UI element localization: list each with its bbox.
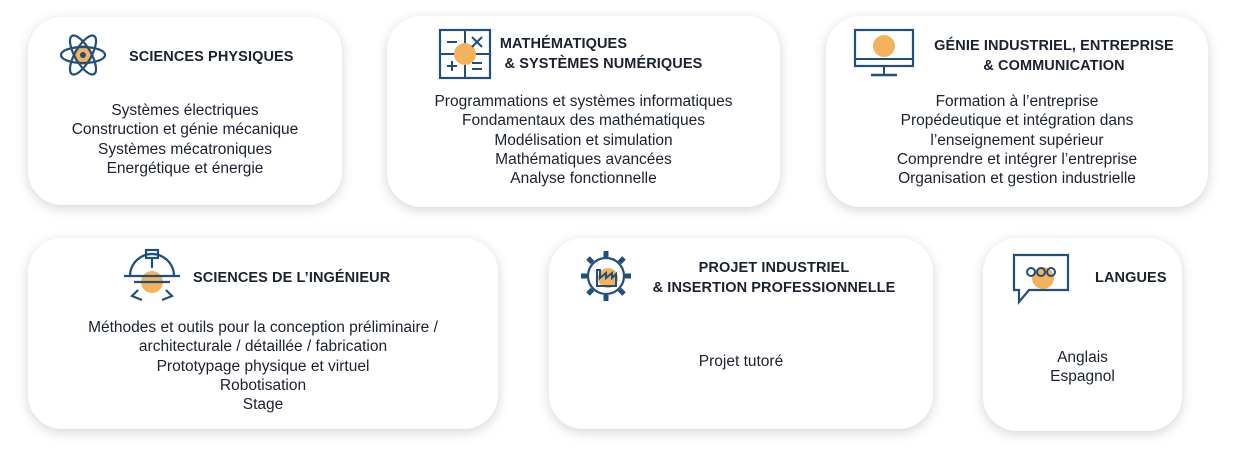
subject-item: Fondamentaux des mathématiques: [462, 112, 705, 130]
computer-monitor-icon: [853, 28, 915, 80]
subject-item: Espagnol: [1050, 368, 1115, 386]
card-title: SCIENCES PHYSIQUES: [129, 49, 294, 65]
subject-item: architecturale / détaillée / fabrication: [138, 338, 388, 356]
course-card-sciences-physiques: [28, 17, 342, 205]
subject-list: [387, 92, 780, 188]
engineer-helmet-icon: [120, 246, 184, 304]
subject-item: Méthodes et outils pour la conception préliminaire /: [88, 319, 438, 336]
card-title: GÉNIE INDUSTRIEL, ENTREPRISE & COMMUNICATION: [934, 38, 1174, 74]
subject-list: [826, 92, 1208, 188]
subject-item: Programmations et systèmes informatiques: [434, 93, 733, 110]
subject-item: Stage: [242, 396, 284, 414]
atom-icon: [58, 25, 108, 85]
subject-item: Modélisation et simulation: [494, 131, 673, 149]
subject-list: [28, 101, 342, 178]
card-title: PROJET INDUSTRIEL & INSERTION PROFESSIONNELLE: [652, 260, 896, 296]
speech-bubble-icon: [1011, 252, 1071, 308]
gear-factory-icon: [578, 248, 634, 304]
subject-item: Formation à l’entreprise: [935, 93, 1099, 110]
subject-list: [983, 348, 1182, 387]
subject-item: Systèmes électriques: [111, 102, 259, 119]
subject-item: Prototypage physique et virtuel: [156, 357, 370, 375]
subject-list: [28, 318, 498, 414]
subject-item: Organisation et gestion industrielle: [898, 170, 1136, 188]
subject-item: l’enseignement supérieur: [930, 131, 1104, 149]
card-title: LANGUES: [1095, 270, 1167, 286]
course-card-sciences-ingenieur: [28, 238, 498, 429]
subject-item: Robotisation: [219, 376, 307, 394]
course-card-projet-industriel: [549, 238, 933, 429]
course-card-langues: [983, 238, 1182, 431]
course-card-genie-industriel: [826, 16, 1208, 207]
subject-item: Analyse fonctionnelle: [510, 170, 657, 188]
subject-item: Systèmes mécatroniques: [97, 140, 273, 158]
card-title: MATHÉMATIQUES & SYSTÈMES NUMÉRIQUES: [499, 36, 703, 72]
subject-item: Energétique et énergie: [106, 159, 264, 177]
subject-item: Propédeutique et intégration dans: [900, 112, 1134, 130]
subject-item: Projet tutoré: [698, 353, 784, 370]
subject-item: Construction et génie mécanique: [71, 121, 299, 139]
subject-list: [549, 352, 933, 371]
course-card-mathematiques: [387, 16, 780, 207]
subject-item: Comprendre et intégrer l’entreprise: [896, 150, 1138, 168]
subject-item: Anglais: [1057, 349, 1108, 366]
subject-item: Mathématiques avancées: [495, 150, 672, 168]
card-title: SCIENCES DE L’INGÉNIEUR: [193, 270, 391, 286]
